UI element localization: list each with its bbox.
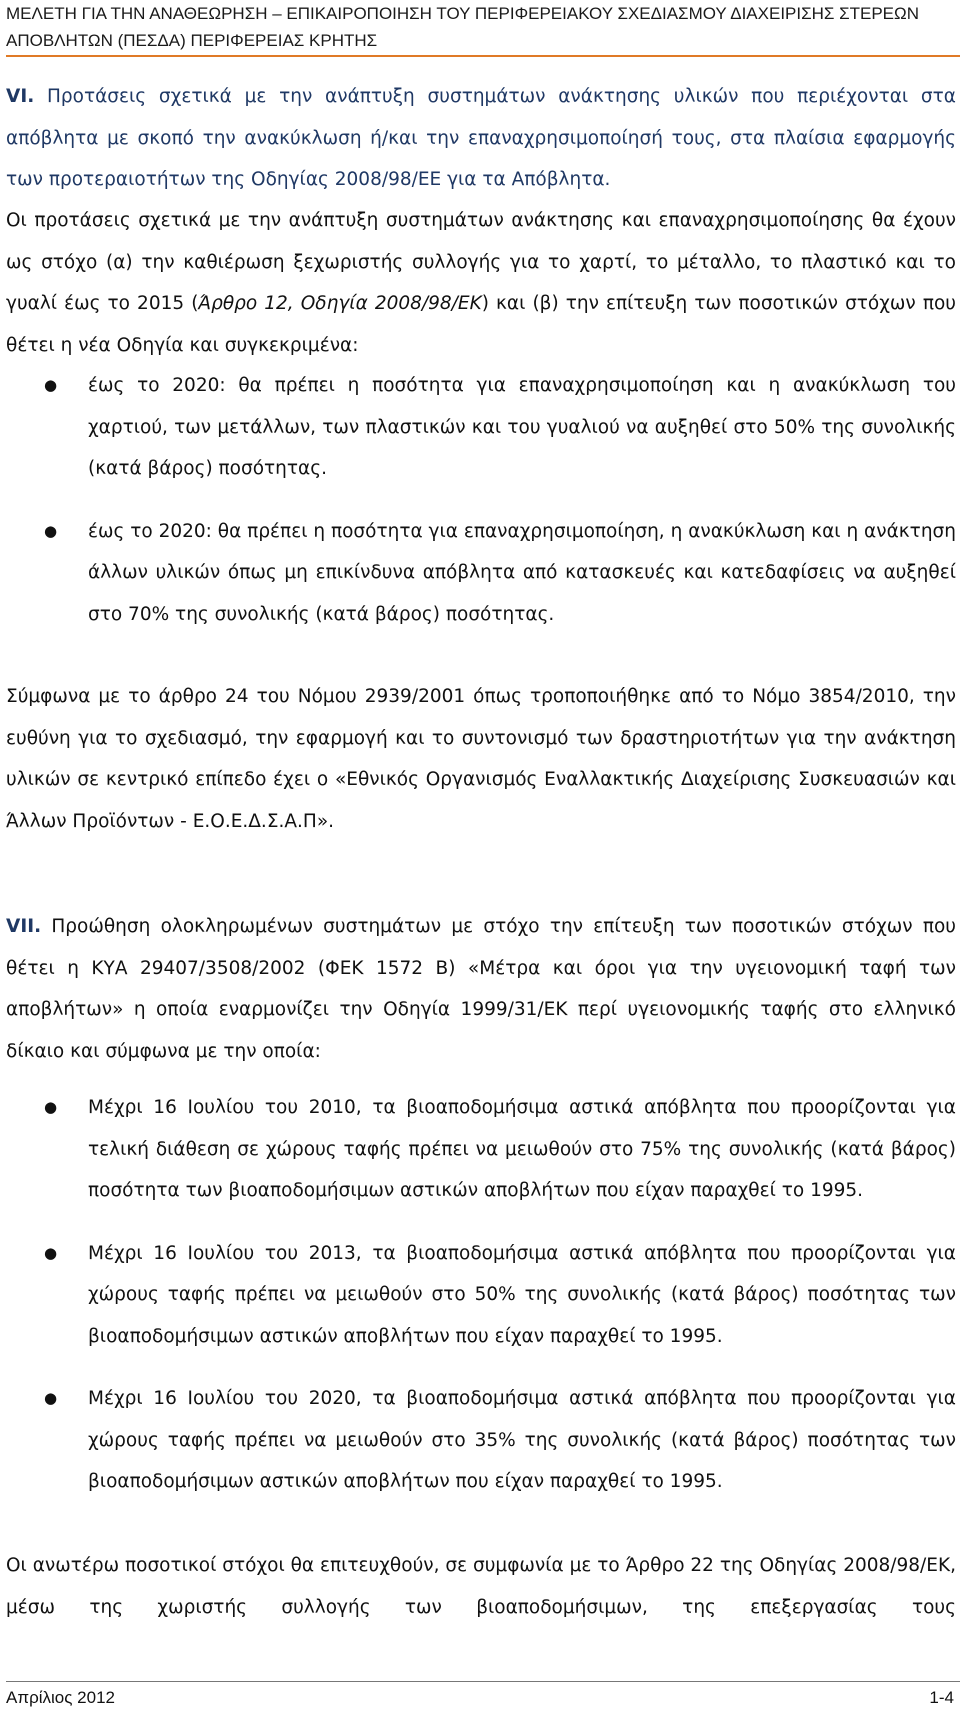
bullet-icon: ● <box>44 521 58 540</box>
section-vii-text: Προώθηση ολοκληρωμένων συστημάτων με στόχο την επίτευξη των ποσοτικών στόχων που θέτει η ΚΥΑ 29407/3508/2002 (ΦΕΚ 1572 Β) «Μέτρα και όροι για την υγειονομική ταφή των αποβλήτων» η οποία εναρμονίζει την Οδηγία 1999/31/ΕΚ περί υγειονομικής ταφής στο ελληνικό δίκαιο και σύμφωνα με την οποία: <box>6 916 956 1062</box>
section-vii-closing: Οι ανωτέρω ποσοτικοί στόχοι θα επιτευχθούν, σε συμφωνία με το Άρθρο 22 της Οδηγίας 2008/98/ΕΚ, μέσω της χωριστής συλλογής των βιοαποδομήσιμων, της επεξεργασίας τους <box>6 1555 956 1618</box>
list-item-text: έως το 2020: θα πρέπει η ποσότητα για επαναχρησιμοποίηση, η ανακύκλωση και η ανάκτηση άλλων υλικών όπως μη επικίνδυνα απόβλητα από κατασκευές και κατεδαφίσεις να αυξηθεί στο 70% της συνολικής (κατά βάρος) ποσότητας. <box>88 520 956 625</box>
list-item <box>6 1087 956 1212</box>
section-vi-title <box>6 76 956 201</box>
footer-date: Απρίλιος 2012 <box>6 1688 115 1707</box>
bullet-icon: ● <box>44 1098 58 1116</box>
footer-rule <box>6 1681 960 1682</box>
section-vii-number: VII. <box>6 916 42 937</box>
section-vi-intro <box>6 200 956 366</box>
section-vi-heading: Προτάσεις σχετικά με την ανάπτυξη συστημάτων ανάκτησης υλικών που περιέχονται στα απόβλητα με σκοπό την ανακύκλωση ή/και την επαναχρησιμοποίησή τους, στα πλαίσια εφαρμογής των προτεραιοτήτων της Οδηγίας 2008/98/ΕΕ για τα Απόβλητα. <box>6 86 956 190</box>
list-item <box>6 1378 956 1503</box>
bullet-icon: ● <box>44 376 58 394</box>
intro-text-before: Οι προτάσεις σχετικά με την ανάπτυξη συστημάτων ανάκτησης και επαναχρησιμοποίησης θα έχουν ως στόχο (α) την καθιέρωση ξεχωριστής συλλογής για το χαρτί, το μέταλλο, το πλαστικό και το γυαλί έως το 2015 ( <box>6 210 956 314</box>
intro-reference: Άρθρο 12, Οδηγία 2008/98/ΕΚ <box>198 293 482 314</box>
section-vi-bullet-list <box>6 365 956 635</box>
list-item-text: Μέχρι 16 Ιουλίου του 2010, τα βιοαποδομήσιμα αστικά απόβλητα που προορίζονται για τελική διάθεση σε χώρους ταφής πρέπει να μειωθούν στο 75% της συνολικής (κατά βάρος) ποσότητα των βιοαποδομήσιμων αστικών αποβλήτων που είχαν παραχθεί το 1995. <box>88 1097 956 1201</box>
list-item <box>6 365 956 490</box>
list-item <box>6 511 956 636</box>
page-number: 1-4 <box>929 1688 954 1707</box>
section-vi-closing: Σύμφωνα με το άρθρο 24 του Νόμου 2939/2001 όπως τροποποιήθηκε από το Νόμο 3854/2010, την ευθύνη για το σχεδιασμό, την εφαρμογή και το συντονισμό των δραστηριοτήτων για την ανάκτηση υλικών σε κεντρικό επίπεδο έχει ο «Εθνικός Οργανισμός Εναλλακτικής Διαχείρισης Συσκευασιών και Άλλων Προϊόντων - Ε.Ο.Ε.Δ.Σ.Α.Π». <box>6 686 956 832</box>
list-item-text: Μέχρι 16 Ιουλίου του 2013, τα βιοαποδομήσιμα αστικά απόβλητα που προορίζονται για χώρους ταφής πρέπει να μειωθούν στο 50% της συνολικής (κατά βάρος) ποσότητας των βιοαποδομήσιμων αστικών αποβλήτων που είχαν παραχθεί το 1995. <box>88 1242 956 1347</box>
list-item-text: έως το 2020: θα πρέπει η ποσότητα για επαναχρησιμοποίηση και η ανακύκλωση του χαρτιού, των μετάλλων, των πλαστικών και του γυαλιού να αυξηθεί στο 50% της συνολικής (κατά βάρος) ποσότητας. <box>88 375 956 479</box>
bullet-icon: ● <box>44 1243 58 1262</box>
list-item <box>6 1233 956 1358</box>
intro-text-after: ) και (β) την επίτευξη των ποσοτικών στόχων που θέτει η νέα Οδηγία και συγκεκριμένα: <box>6 293 956 356</box>
section-vii-bullet-list <box>6 1087 956 1503</box>
header-rule <box>6 55 960 57</box>
section-vi-number: VI. <box>6 86 35 107</box>
list-item-text: Μέχρι 16 Ιουλίου του 2020, τα βιοαποδομήσιμα αστικά απόβλητα που προορίζονται για χώρους ταφής πρέπει να μειωθούν στο 35% της συνολικής (κατά βάρος) ποσότητας των βιοαποδομήσιμων αστικών αποβλήτων που είχαν παραχθεί το 1995. <box>88 1388 956 1492</box>
bullet-icon: ● <box>44 1389 58 1407</box>
page-header: ΜΕΛΕΤΗ ΓΙΑ ΤΗΝ ΑΝΑΘΕΩΡΗΣΗ – ΕΠΙΚΑΙΡΟΠΟΙΗΣΗ ΤΟΥ ΠΕΡΙΦΕΡΕΙΑΚΟΥ ΣΧΕΔΙΑΣΜΟΥ ΔΙΑΧΕΙΡΙΣΗΣ ΣΤΕΡΕΩΝ ΑΠΟΒΛΗΤΩΝ (ΠΕΣΔΑ) ΠΕΡΙΦΕΡΕΙΑΣ ΚΡΗΤΗΣ <box>6 4 920 50</box>
page-footer <box>6 1686 954 1710</box>
section-vii-intro <box>6 906 956 1072</box>
